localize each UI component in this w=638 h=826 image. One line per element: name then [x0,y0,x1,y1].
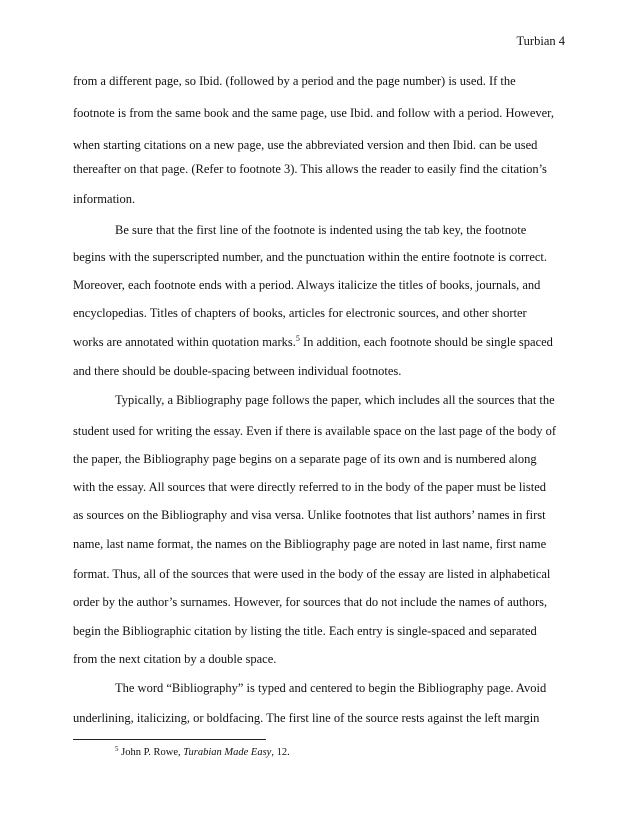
footnote-page: , 12. [271,747,290,758]
text-line: underlining, italicizing, or boldfacing. The first line of the source rests against the left margin [73,711,540,725]
text-fragment: In addition, each footnote should be single spaced [303,335,553,349]
text-line: order by the author’s surnames. However, for sources that do not include the names of authors, [73,595,548,609]
footnote-author: John P. Rowe, [121,747,181,758]
text-line: format. Thus, all of the sources that were used in the body of the essay are listed in alphabetical [73,567,551,581]
text-line: encyclopedias. Titles of chapters of books, articles for electronic sources, and other shorter [73,306,527,320]
text-line: with the essay. All sources that were directly referred to in the body of the paper must be listed [73,480,547,494]
text-line: Typically, a Bibliography page follows the paper, which includes all the sources that the [115,393,555,407]
text-line: information. [73,192,136,206]
footnote-separator [73,739,266,740]
text-line: Moreover, each footnote ends with a period. Always italicize the titles of books, journals, and [73,278,541,292]
text-line: as sources on the Bibliography and visa versa. Unlike footnotes that list authors’ names in first [73,508,546,522]
text-line: the paper, the Bibliography page begins on a separate page of its own and is numbered along [73,452,537,466]
text-line: and there should be double-spacing between individual footnotes. [73,364,402,378]
text-line-with-footnote [73,336,553,349]
text-line: from the next citation by a double space. [73,652,277,666]
text-line: begin the Bibliographic citation by listing the title. Each entry is single-spaced and separated [73,624,537,638]
text-line: thereafter on that page. (Refer to footnote 3). This allows the reader to easily find the citation’s [73,162,547,176]
text-line: when starting citations on a new page, use the abbreviated version and then Ibid. can be used [73,138,538,152]
footnote [115,747,290,758]
text-line: begins with the superscripted number, and the punctuation within the entire footnote is correct. [73,250,548,264]
footnote-reference: 5 [295,334,300,343]
text-line: Be sure that the first line of the footnote is indented using the tab key, the footnote [115,223,527,237]
running-head: Turbian 4 [516,34,565,48]
text-line: The word “Bibliography” is typed and centered to begin the Bibliography page. Avoid [115,681,547,695]
text-line: from a different page, so Ibid. (followed by a period and the page number) is used. If the [73,74,516,88]
text-line: footnote is from the same book and the same page, use Ibid. and follow with a period. However, [73,106,554,120]
text-line: name, last name format, the names on the Bibliography page are noted in last name, first name [73,537,547,551]
footnote-title: Turabian Made Easy [183,747,272,758]
text-line: student used for writing the essay. Even if there is available space on the last page of the body of [73,424,557,438]
footnote-number: 5 [115,745,119,753]
text-fragment: works are annotated within quotation marks. [73,335,296,349]
